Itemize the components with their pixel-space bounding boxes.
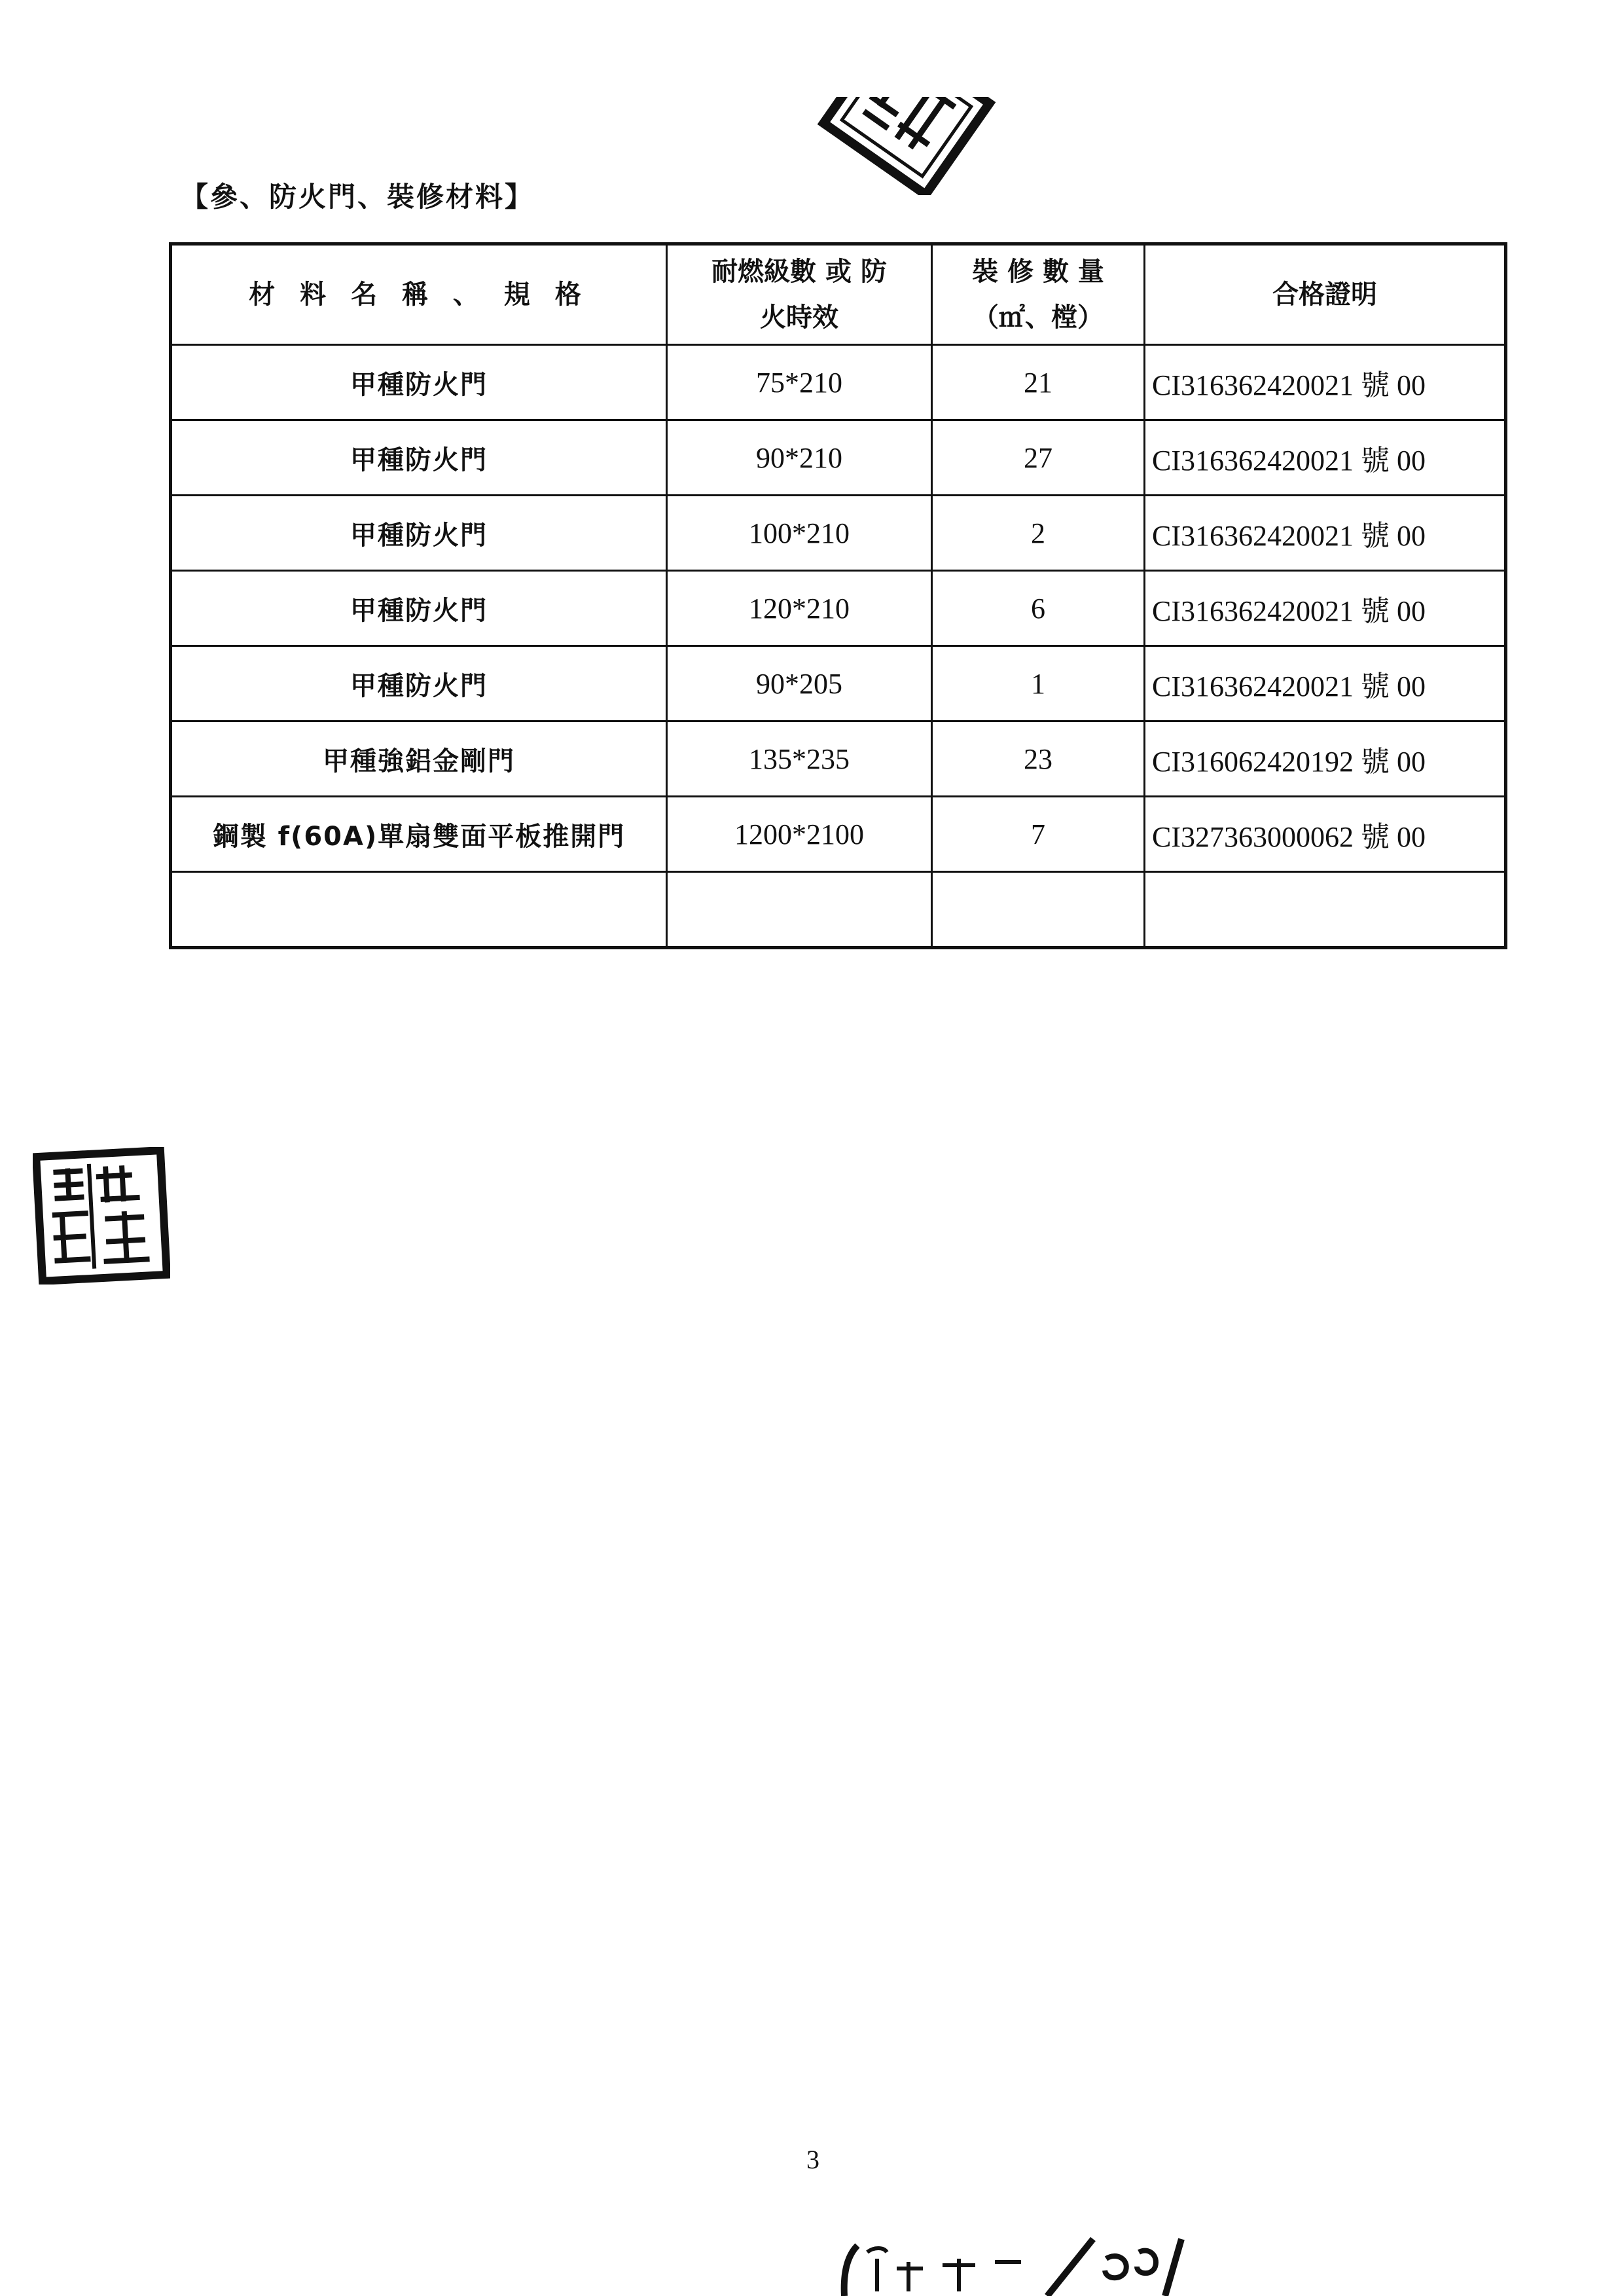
table-row [171,496,1506,571]
header-fire-rating-line2: 火時效 [760,302,838,333]
seal-stamp-left [33,1147,170,1285]
cell-fire-rating: 90*205 [667,646,932,721]
cell-certificate: CI316362420021 號 00 [1145,345,1506,420]
header-certificate: 合格證明 [1145,244,1506,345]
cell-fire-rating: 90*210 [667,420,932,496]
cell-material-name: 甲種防火門 [171,496,667,571]
cell-certificate: CI316062420192 號 00 [1145,721,1506,797]
cell-material-name: 鋼製 f(60A)單扇雙面平板推開門 [171,797,667,872]
header-quantity-line2: （㎡、樘） [973,302,1104,333]
table-row [171,571,1506,646]
cell-material-name: 甲種防火門 [171,646,667,721]
cell-quantity: 2 [932,496,1145,571]
seal-stamp-bottom [831,2232,1185,2296]
cell-quantity: 23 [932,721,1145,797]
header-quantity [932,244,1145,345]
cell-fire-rating [667,872,932,948]
header-material-name: 材 料 名 稱 、 規 格 [171,244,667,345]
cell-certificate [1145,872,1506,948]
table-row [171,721,1506,797]
cell-quantity: 21 [932,345,1145,420]
cell-material-name: 甲種防火門 [171,420,667,496]
cell-material-name: 甲種防火門 [171,571,667,646]
header-fire-rating-line1: 耐燃級數 或 防 [711,256,887,287]
cell-fire-rating: 120*210 [667,571,932,646]
cell-certificate: CI316362420021 號 00 [1145,571,1506,646]
fire-door-materials-table [169,242,1507,949]
cell-quantity: 27 [932,420,1145,496]
table-row [171,420,1506,496]
seal-stamp-top [792,51,1008,195]
cell-material-name [171,872,667,948]
cell-certificate: CI316362420021 號 00 [1145,496,1506,571]
section-title: 【參、防火門、裝修材料】 [181,181,535,213]
cell-fire-rating: 75*210 [667,345,932,420]
cell-fire-rating: 135*235 [667,721,932,797]
cell-certificate: CI316362420021 號 00 [1145,646,1506,721]
table-row-empty [171,872,1506,948]
page-number: 3 [806,2145,819,2174]
cell-quantity: 6 [932,571,1145,646]
cell-fire-rating: 1200*2100 [667,797,932,872]
cell-quantity [932,872,1145,948]
table-row [171,646,1506,721]
header-quantity-line1: 裝 修 數 量 [972,256,1104,287]
header-fire-rating [667,244,932,345]
cell-certificate: CI327363000062 號 00 [1145,797,1506,872]
cell-material-name: 甲種強鋁金剛門 [171,721,667,797]
cell-certificate: CI316362420021 號 00 [1145,420,1506,496]
table-row [171,797,1506,872]
cell-quantity: 7 [932,797,1145,872]
cell-fire-rating: 100*210 [667,496,932,571]
table-row [171,345,1506,420]
cell-quantity: 1 [932,646,1145,721]
cell-material-name: 甲種防火門 [171,345,667,420]
table-header-row [171,244,1506,345]
